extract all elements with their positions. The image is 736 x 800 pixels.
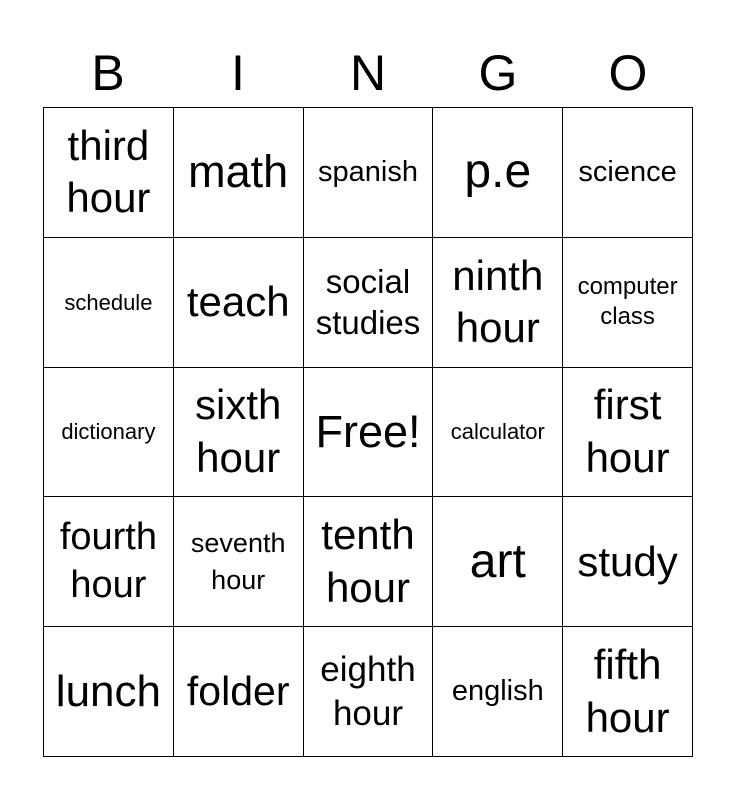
cell-text: english xyxy=(451,674,544,707)
cell-text: teach xyxy=(186,277,290,325)
header-letter-g: G xyxy=(478,45,518,101)
bingo-cell-r4-c0[interactable] xyxy=(44,627,174,757)
bingo-cell-r0-c4[interactable] xyxy=(563,108,693,238)
bingo-cell-r2-c1[interactable] xyxy=(174,368,304,498)
bingo-cell-r3-c0[interactable] xyxy=(44,497,174,627)
bingo-cell-r1-c2[interactable] xyxy=(304,238,434,368)
cell-text: third hour xyxy=(66,121,151,222)
cell-text: first hour xyxy=(585,381,670,481)
cell-text: eighth hour xyxy=(320,649,416,733)
bingo-cell-r4-c4[interactable] xyxy=(563,627,693,757)
header-letter-i: I xyxy=(231,45,245,101)
cell-text: tenth hour xyxy=(321,511,415,611)
cell-text: social studies xyxy=(315,262,421,342)
bingo-cell-r0-c0[interactable] xyxy=(44,108,174,238)
bingo-cell-r4-c2[interactable] xyxy=(304,627,434,757)
header-letter-b: B xyxy=(91,45,125,101)
free-space-text: Free! xyxy=(315,405,421,457)
bingo-cell-r2-c2[interactable] xyxy=(304,368,434,498)
bingo-cell-r3-c3[interactable] xyxy=(433,497,563,627)
bingo-cell-r3-c1[interactable] xyxy=(174,497,304,627)
cell-text: study xyxy=(577,537,678,585)
cell-text: calculator xyxy=(450,419,545,445)
bingo-grid xyxy=(43,107,693,757)
header-letter-o: O xyxy=(608,45,648,101)
bingo-cell-r2-c4[interactable] xyxy=(563,368,693,498)
bingo-cell-r2-c3[interactable] xyxy=(433,368,563,498)
bingo-cell-r4-c1[interactable] xyxy=(174,627,304,757)
bingo-header xyxy=(43,40,693,106)
bingo-cell-r1-c4[interactable] xyxy=(563,238,693,368)
cell-text: lunch xyxy=(55,667,161,717)
cell-text: math xyxy=(188,146,289,198)
cell-text: schedule xyxy=(64,289,153,315)
cell-text: p.e xyxy=(464,145,532,199)
cell-text: science xyxy=(578,155,677,188)
bingo-cell-r3-c2[interactable] xyxy=(304,497,434,627)
bingo-cell-r1-c0[interactable] xyxy=(44,238,174,368)
header-letter-n: N xyxy=(349,45,387,101)
cell-text: computer class xyxy=(577,273,678,331)
cell-text: folder xyxy=(186,667,290,714)
bingo-cell-r2-c0[interactable] xyxy=(44,368,174,498)
cell-text: sixth hour xyxy=(195,381,282,481)
bingo-cell-r3-c4[interactable] xyxy=(563,497,693,627)
bingo-cell-r1-c1[interactable] xyxy=(174,238,304,368)
bingo-cell-r0-c2[interactable] xyxy=(304,108,434,238)
cell-text: fourth hour xyxy=(59,516,157,606)
bingo-cell-r0-c3[interactable] xyxy=(433,108,563,238)
bingo-cell-r0-c1[interactable] xyxy=(174,108,304,238)
cell-text: fifth hour xyxy=(585,641,670,741)
cell-text: dictionary xyxy=(61,419,156,445)
cell-text: seventh hour xyxy=(190,528,286,595)
bingo-cell-r1-c3[interactable] xyxy=(433,238,563,368)
cell-text: spanish xyxy=(318,155,418,188)
cell-text: art xyxy=(469,534,526,588)
cell-text: ninth hour xyxy=(452,251,544,352)
bingo-cell-r4-c3[interactable] xyxy=(433,627,563,757)
